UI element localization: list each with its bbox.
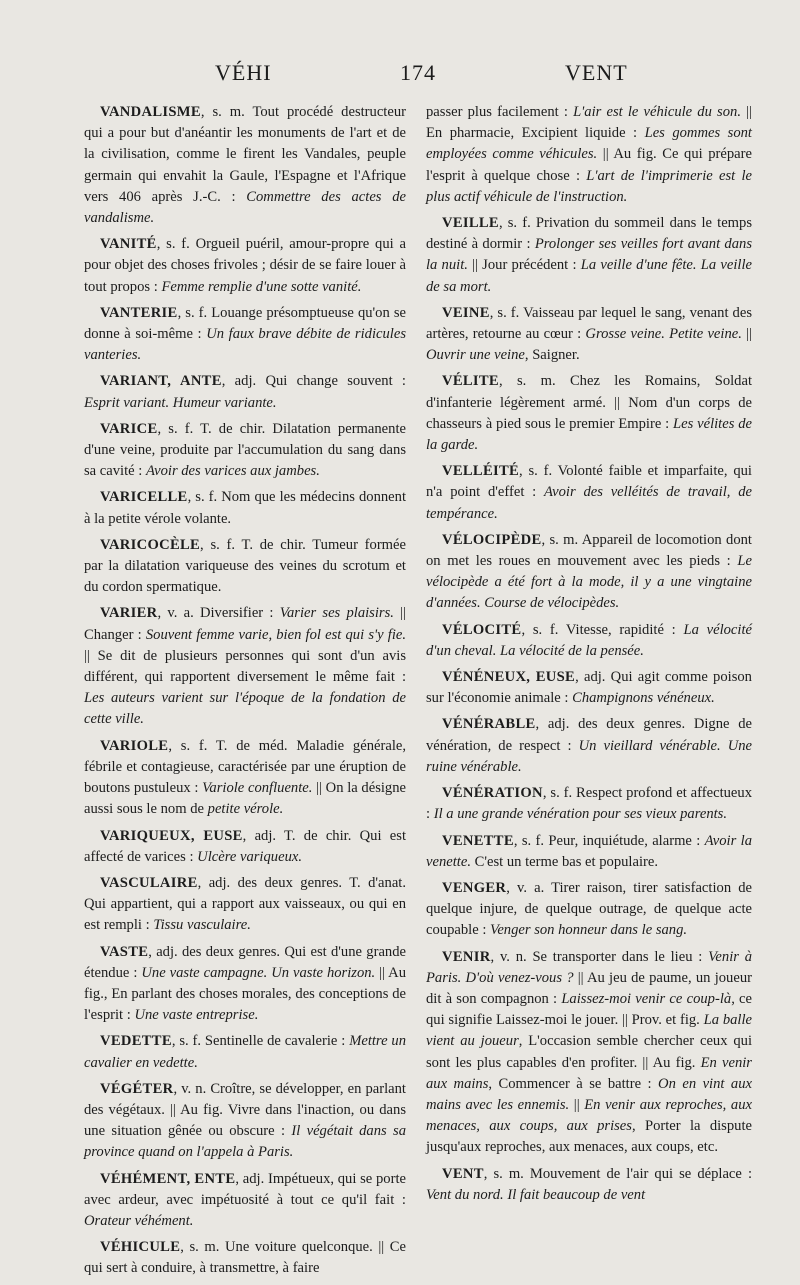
dictionary-entry <box>84 419 406 483</box>
entry-definition: , s. m. Une voiture quelconque. || Ce qui sert à conduire, à transmettre, à faire <box>84 1239 406 1277</box>
entry-definition: , adj. des deux genres. T. d'anat. Qui appartient, qui a rapport aux vaisseaux, ou qui en est rempli : <box>84 874 406 934</box>
dictionary-entry <box>426 620 752 662</box>
entry-headword: VÉLOCITÉ <box>442 621 522 638</box>
entry-definition: , Saigner. <box>524 347 580 364</box>
entry-definition: , s. m. Appareil de locomotion dont on met les roues en mouvement avec les pieds : <box>426 531 752 570</box>
entry-example: Venger son honneur dans le sang. <box>490 922 688 939</box>
entry-headword: VENIR <box>442 948 491 965</box>
dictionary-entry <box>84 535 406 599</box>
entry-example: Il végétait dans sa province quand on l'appela à Paris. <box>84 1123 406 1161</box>
entry-example: Une vaste campagne. Un vaste horizon. <box>141 964 376 981</box>
dictionary-entry <box>426 303 752 367</box>
dictionary-entry <box>84 487 406 529</box>
entry-definition: , L'occasion semble chercher ceux qui sont les plus capables d'en profiter. || Au fig. <box>426 1033 753 1071</box>
entry-example: petite vérole. <box>207 801 284 818</box>
entry-definition: || On la désigne aussi sous le nom de <box>84 780 407 818</box>
entry-headword: VARIOLE <box>100 737 169 754</box>
dictionary-entry <box>426 1164 752 1206</box>
dictionary-entry <box>84 102 406 229</box>
entry-example: La veille d'une fête. La veille de sa mort. <box>426 257 752 295</box>
entry-example: Prolonger ses veilles fort avant dans la nuit. <box>426 236 753 274</box>
entry-example: Avoir la venette. <box>426 832 752 870</box>
dictionary-entry <box>426 831 752 873</box>
entry-definition: , s. f. Vaisseau par lequel le sang, venant des artères, retourne au cœur : <box>426 304 752 343</box>
entry-definition: , s. f. Orgueil puéril, amour-propre qui a pour objet des choses frivoles ; désir de se faire louer à tout propos : <box>84 236 406 295</box>
entry-definition: , s. m. Mouvement de l'air qui se déplace : <box>483 1165 752 1182</box>
entry-definition: , v. n. Se transporter dans le lieu : <box>490 948 709 965</box>
entry-example: Laissez-moi venir ce coup-là <box>561 990 732 1007</box>
dictionary-entry <box>426 213 752 298</box>
entry-example: On en vint aux mains avec les ennemis. <box>426 1075 752 1113</box>
entry-example: Ulcère variqueux. <box>197 848 302 865</box>
right-column <box>426 102 752 1211</box>
entry-headword: VARIER <box>100 605 158 622</box>
dictionary-entry <box>84 942 406 1027</box>
entry-headword: VENETTE <box>442 832 514 849</box>
entry-definition: , s. f. Sentinelle de cavalerie : <box>171 1033 350 1050</box>
entry-headword: VÉLITE <box>442 373 499 390</box>
entry-headword: VEILLE <box>442 215 499 232</box>
entry-definition: , s. f. Peur, inquiétude, alarme : <box>513 832 705 849</box>
entry-headword: VÉLOCIPÈDE <box>442 531 542 548</box>
dictionary-entry <box>84 1079 406 1164</box>
entry-example: Les auteurs varient sur l'époque de la fondation de cette ville. <box>84 690 406 728</box>
entry-definition: , s. f. Privation du sommeil dans le temps destiné à dormir : <box>426 215 752 253</box>
entry-definition: , adj. T. de chir. Qui est affecté de varices : <box>84 827 406 865</box>
entry-headword: VARICOCÈLE <box>100 536 201 553</box>
entry-definition: , adj. Qui change souvent : <box>221 373 406 390</box>
header-right-guide-word: VENT <box>565 60 628 85</box>
entry-definition: , s. f. Louange présomptueuse qu'on se donne à soi-même : <box>84 304 406 343</box>
entry-headword: VARIANT, ANTE <box>100 373 222 390</box>
entry-example: Une vaste entreprise. <box>134 1007 259 1024</box>
entry-definition: , adj. Qui agit comme poison sur l'économie animale : <box>426 669 752 707</box>
entry-definition: , Porter la dispute jusqu'aux reproches, aux menaces, aux coups, etc. <box>426 1118 752 1156</box>
entry-headword: VARICELLE <box>100 489 188 506</box>
entry-example: Le vélocipède a été fort à la mode, il y a une vingtaine d'années. Course de vélocipèdes. <box>426 553 752 612</box>
entry-example: Variole confluente. <box>202 780 313 797</box>
entry-headword: VÉNÉRABLE <box>442 716 536 733</box>
entry-definition: , Commencer à se battre : <box>488 1075 659 1092</box>
entry-definition: , s. f. Respect profond et affectueux : <box>426 785 752 823</box>
entry-definition: || En pharmacie, Excipient liquide : <box>426 104 752 142</box>
entry-example: En venir aux mains <box>426 1054 752 1092</box>
entry-example: L'air est le véhicule du son. <box>573 104 741 120</box>
entry-headword: VASCULAIRE <box>100 874 198 891</box>
entry-headword: VÉNÉRATION <box>442 785 543 802</box>
dictionary-entry <box>84 826 406 868</box>
dictionary-entry <box>426 461 752 525</box>
dictionary-entry <box>84 1031 406 1073</box>
entry-example: Champignons vénéneux. <box>572 690 715 707</box>
entry-example: Varier ses plaisirs. <box>279 605 394 622</box>
dictionary-entry <box>426 371 752 456</box>
entry-headword: VARICE <box>100 420 158 437</box>
entry-definition: , s. f. T. de chir. Tumeur formée par la dilatation variqueuse des veines du scrotum et du cordon spermatique. <box>84 536 406 596</box>
entry-headword: VANITÉ <box>100 236 157 253</box>
entry-example: Orateur véhément. <box>84 1212 194 1229</box>
running-header <box>0 60 800 96</box>
entry-definition: , v. a. Tirer raison, tirer satisfaction de quelque injure, de quelque outrage, de quelque acte coupable : <box>426 879 752 939</box>
entry-headword: VENGER <box>442 879 507 896</box>
entry-definition: , ce qui signifie Laissez-moi le jouer. || Prov. et fig. <box>426 990 752 1029</box>
entry-definition: , v. n. Croître, se développer, en parlant des végétaux. || Au fig. Vivre dans l'inaction, ou dans une situation gênée ou obscure : <box>84 1080 406 1140</box>
entry-example: Esprit variant. Humeur variante. <box>84 394 277 411</box>
entry-example: Commettre des actes de vandalisme. <box>84 188 406 227</box>
entry-definition: , adj. des deux genres. Qui est d'une grande étendue : <box>84 943 406 981</box>
entry-example: Tissu vasculaire. <box>153 917 251 934</box>
entry-example: Les vélites de la garde. <box>426 415 752 454</box>
dictionary-entry <box>426 102 752 208</box>
dictionary-entry <box>84 371 406 413</box>
dictionary-entry <box>84 873 406 937</box>
entry-example: En venir aux reproches, aux menaces, aux coups, aux prises <box>426 1096 753 1135</box>
entry-example: La vélocité d'un cheval. La vélocité de la pensée. <box>426 621 752 659</box>
entry-definition: || <box>569 1096 585 1113</box>
entry-definition: , adj. des deux genres. Digne de vénération, de respect : <box>426 716 752 754</box>
entry-example: L'art de l'imprimerie est le plus actif véhicule de l'instruction. <box>426 167 752 205</box>
entry-headword: VEINE <box>442 304 490 321</box>
entry-headword: VÉHÉMENT, ENTE <box>100 1170 236 1187</box>
dictionary-entry <box>426 947 752 1159</box>
entry-headword: VÉHICULE <box>100 1239 181 1256</box>
entry-definition: , s. f. Vitesse, rapidité : <box>521 621 684 638</box>
header-left-guide-word: VÉHI <box>215 60 272 85</box>
entry-headword: VENT <box>442 1165 484 1182</box>
entry-example: Un vieillard vénérable. Une ruine vénérable. <box>426 737 753 775</box>
entry-definition: || Au fig. Ce qui prépare l'esprit à quelque chose : <box>426 146 752 184</box>
entry-example: Venir à Paris. D'où venez-vous ? <box>426 948 752 986</box>
entry-example: Avoir des varices aux jambes. <box>146 463 320 480</box>
dictionary-entry <box>84 1169 406 1233</box>
entry-example: Les gommes sont employées comme véhicules. <box>426 125 752 163</box>
left-column <box>84 102 406 1285</box>
entry-definition: || Au jeu de paume, un joueur dit à son compagnon : <box>426 969 752 1007</box>
entry-example: Femme remplie d'une sotte vanité. <box>161 278 362 295</box>
entry-definition: , s. f. T. de méd. Maladie générale, fébrile et contagieuse, caractérisée par une éruption de boutons pustuleux : <box>84 737 406 797</box>
dictionary-entry <box>426 783 752 825</box>
entry-definition: , v. a. Diversifier : <box>157 605 280 622</box>
entry-definition: , s. f. Volonté faible et imparfaite, qui n'a point d'effet : <box>426 463 752 501</box>
entry-definition: || <box>741 326 752 343</box>
entry-example: La balle vient au joueur <box>426 1012 752 1050</box>
entry-headword: VANTERIE <box>100 304 178 321</box>
dictionary-entry <box>426 714 752 778</box>
entry-definition: || Au fig., En parlant des choses morales, des conceptions de l'esprit : <box>84 964 407 1024</box>
entry-definition: , s. m. Tout procédé destructeur qui a pour but d'anéantir les monuments de l'art et de la civilisation, comme le firent les Vandales, peuple germain qui envahit la Gaule, l'Espagne et l'Afrique vers 406 après J.-C. : <box>84 104 406 205</box>
dictionary-entry <box>84 603 406 730</box>
entry-example: Grosse veine. Petite veine. <box>585 326 742 343</box>
entry-definition: passer plus facilement : <box>426 104 574 120</box>
entry-example: Vent du nord. Il fait beaucoup de vent <box>426 1186 646 1203</box>
entry-example: Un faux brave débite de ridicules vanteries. <box>84 326 406 364</box>
entry-definition: , s. f. T. de chir. Dilatation permanente d'une veine, produite par l'accumulation du sang dans sa cavité : <box>84 420 406 480</box>
dictionary-entry <box>84 1237 406 1279</box>
entry-headword: VÉGÉTER <box>100 1080 174 1097</box>
entry-headword: VÉNÉNEUX, EUSE <box>442 669 576 686</box>
entry-definition: || Se dit de plusieurs personnes qui sont d'un avis différent, qui rapportent diversement le même fait : <box>84 647 406 686</box>
entry-definition: || Jour précédent : <box>467 257 581 274</box>
dictionary-entry <box>84 234 406 298</box>
dictionary-entry <box>84 736 406 821</box>
dictionary-entry <box>426 530 752 615</box>
entry-definition: , s. m. Chez les Romains, Soldat d'infanterie légèrement armé. || Nom d'un corps de chasseurs à pied sous le premier Empire : <box>426 373 752 432</box>
entry-definition: || Changer : <box>84 605 406 643</box>
dictionary-entry <box>426 878 752 942</box>
entry-example: Il a une grande vénération pour ses vieux parents. <box>433 806 728 823</box>
entry-definition: , adj. Impétueux, qui se porte avec ardeur, avec impétuosité à tout ce qu'il fait : <box>84 1170 406 1208</box>
entry-headword: VARIQUEUX, EUSE <box>100 827 243 844</box>
entry-headword: VEDETTE <box>100 1033 172 1050</box>
dictionary-entry <box>426 667 752 709</box>
entry-definition: C'est un terme bas et populaire. <box>470 853 658 870</box>
entry-example: Ouvrir une veine <box>426 347 525 364</box>
entry-headword: VELLÉITÉ <box>442 463 520 480</box>
entry-headword: VASTE <box>100 943 149 960</box>
entry-example: Souvent femme varie, bien fol est qui s'y fie. <box>145 626 407 643</box>
entry-example: Mettre un cavalier en vedette. <box>84 1033 406 1071</box>
entry-headword: VANDALISME <box>100 104 201 120</box>
entry-definition: , s. f. Nom que les médecins donnent à la petite vérole volante. <box>84 489 406 527</box>
entry-example: Avoir des velléités de travail, de tempérance. <box>426 484 752 522</box>
dictionary-entry <box>84 303 406 367</box>
page-number: 174 <box>400 60 436 85</box>
